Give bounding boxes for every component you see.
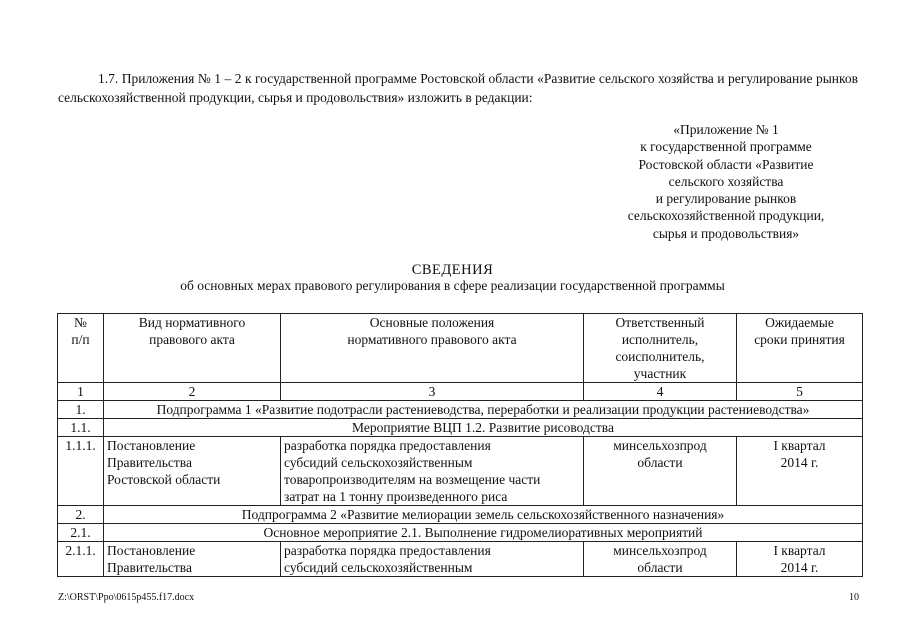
section-row <box>58 524 863 542</box>
section-row <box>58 419 863 437</box>
document-subtitle: об основных мерах правового регулирования в сфере реализации государственной программы <box>180 278 725 293</box>
header-act-type: Вид нормативного правового акта <box>104 314 281 383</box>
measures-table <box>57 313 863 577</box>
section-title: Подпрограмма 1 «Развитие подотрасли растениеводства, переработки и реализации продукции растениеводства» <box>104 401 863 419</box>
term-cell: I квартал 2014 г. <box>737 542 863 577</box>
column-number: 3 <box>281 383 584 401</box>
appendix-line: и регулирование рынков <box>655 191 797 207</box>
header-provisions: Основные положения нормативного правового акта <box>281 314 584 383</box>
section-title: Подпрограмма 2 «Развитие мелиорации земель сельскохозяйственного назначения» <box>104 506 863 524</box>
appendix-line: сельского хозяйства <box>668 173 784 189</box>
appendix-line: Ростовской области «Развитие <box>638 156 814 172</box>
column-number: 4 <box>584 383 737 401</box>
header-term: Ожидаемые сроки принятия <box>737 314 863 383</box>
row-number: 2. <box>58 506 104 524</box>
intro-text: 1.7. Приложения № 1 – 2 к государственной программе Ростовской области «Развитие сельского хозяйства и регулирование рынков сельскохозяйственной продукции, сырья и продовольствия» изложить в редакции: <box>58 71 858 105</box>
table-row <box>58 437 863 506</box>
column-number-row <box>58 383 863 401</box>
page-number: 10 <box>849 592 859 603</box>
table-row <box>58 542 863 577</box>
section-title: Основное мероприятие 2.1. Выполнение гидромелиоративных мероприятий <box>104 524 863 542</box>
executor-cell: минсельхозпрод области <box>584 437 737 506</box>
provisions-cell: разработка порядка предоставления субсидий сельскохозяйственным товаропроизводителям на возмещение части затрат на 1 тонну произведенного риса <box>281 437 584 506</box>
term-cell: I квартал 2014 г. <box>737 437 863 506</box>
provisions-cell: разработка порядка предоставления субсидий сельскохозяйственным <box>281 542 584 577</box>
appendix-line: «Приложение № 1 <box>673 122 779 137</box>
section-row <box>58 401 863 419</box>
row-number: 1.1.1. <box>58 437 104 506</box>
row-number: 1.1. <box>58 419 104 437</box>
intro-paragraph <box>58 69 858 107</box>
column-number: 2 <box>104 383 281 401</box>
column-number: 5 <box>737 383 863 401</box>
act-type-cell: Постановление Правительства Ростовской области <box>104 437 281 506</box>
appendix-line: сельскохозяйственной продукции, <box>627 208 825 224</box>
table-header-row <box>58 314 863 383</box>
executor-cell: минсельхозпрод области <box>584 542 737 577</box>
document-title: СВЕДЕНИЯ <box>411 262 494 278</box>
section-row <box>58 506 863 524</box>
footer-file-path: Z:\ORST\Ppo\0615p455.f17.docx <box>58 592 195 603</box>
row-number: 1. <box>58 401 104 419</box>
appendix-line: к государственной программе <box>640 139 812 155</box>
header-num: № п/п <box>58 314 104 383</box>
section-title: Мероприятие ВЦП 1.2. Развитие рисоводства <box>104 419 863 437</box>
header-executor: Ответственный исполнитель, соисполнитель, участник <box>584 314 737 383</box>
column-number: 1 <box>58 383 104 401</box>
act-type-cell: Постановление Правительства <box>104 542 281 577</box>
appendix-note <box>612 121 840 242</box>
row-number: 2.1. <box>58 524 104 542</box>
row-number: 2.1.1. <box>58 542 104 577</box>
appendix-line: сырья и продовольствия» <box>652 225 800 241</box>
